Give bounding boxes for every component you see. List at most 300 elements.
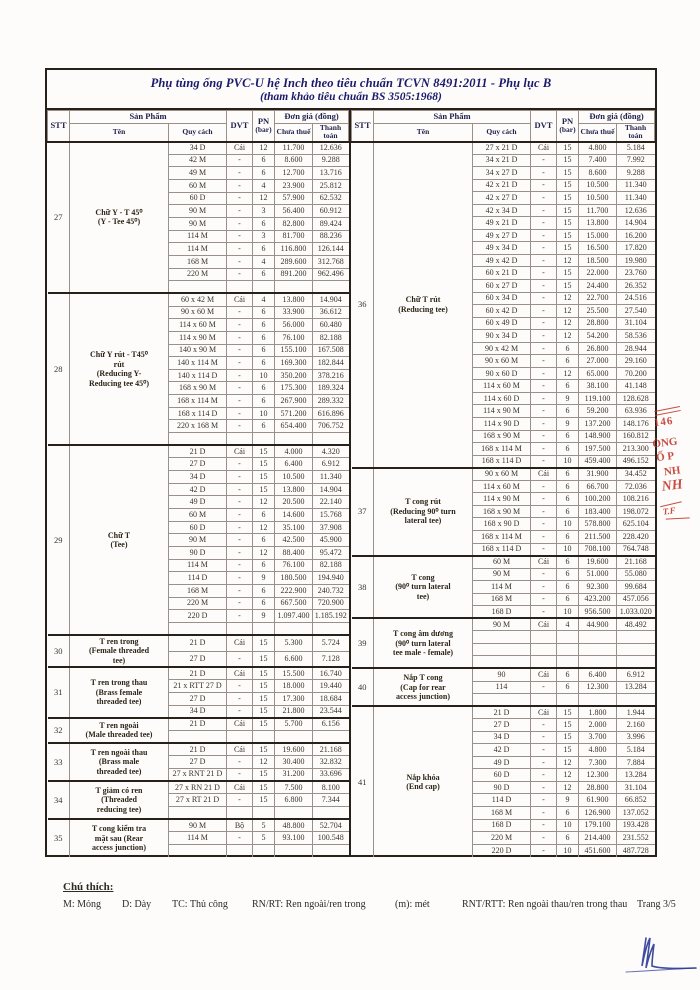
cell-dvt: - — [531, 731, 557, 744]
cell-pn: 10 — [253, 369, 275, 382]
cell-pn: 5 — [253, 832, 275, 845]
cell-dvt: - — [531, 229, 557, 242]
cell-pn — [253, 281, 275, 294]
cell-chua-thue: 44.900 — [579, 618, 617, 631]
cell-pn: 5 — [253, 819, 275, 832]
cell-thanh-toan: 4.320 — [313, 445, 349, 458]
header-san-pham: Sản Phẩm — [374, 111, 531, 124]
cell-quy-cach: 168 D — [473, 819, 531, 832]
cell-dvt: - — [531, 806, 557, 819]
cell-chua-thue: 4.800 — [579, 142, 617, 155]
cell-chua-thue — [275, 730, 313, 743]
header-chua-thue: Chưa thuế — [275, 124, 313, 142]
cell-thanh-toan: 457.056 — [617, 593, 655, 606]
section-number: 27 — [48, 142, 70, 294]
cell-thanh-toan: 21.168 — [313, 743, 349, 756]
cell-quy-cach: 27 D — [169, 458, 227, 471]
cell-thanh-toan: 58.536 — [617, 330, 655, 343]
cell-chua-thue: 16.500 — [579, 242, 617, 255]
table-row — [48, 635, 349, 651]
cell-quy-cach: 90 D — [473, 781, 531, 794]
legend-item: RNT/RTT: Ren ngoài thau/ren trong thau — [462, 899, 628, 910]
section-number: 41 — [352, 706, 374, 857]
cell-chua-thue: 119.100 — [579, 392, 617, 405]
cell-pn: 15 — [557, 744, 579, 757]
cell-pn: 6 — [557, 832, 579, 845]
cell-pn: 6 — [253, 154, 275, 167]
cell-pn: 15 — [253, 651, 275, 667]
cell-pn: 6 — [253, 167, 275, 180]
cell-quy-cach: 114 x 60 M — [473, 380, 531, 393]
section-name: T giảm có ren (Threaded reducing tee) — [70, 781, 169, 819]
cell-thanh-toan: 19.440 — [313, 680, 349, 693]
cell-chua-thue: 6.600 — [275, 651, 313, 667]
cell-chua-thue: 23.900 — [275, 179, 313, 192]
cell-quy-cach: 90 x 60 M — [473, 468, 531, 481]
cell-thanh-toan: 7.992 — [617, 154, 655, 167]
cell-dvt — [227, 806, 253, 819]
table-header-right — [352, 111, 655, 142]
cell-thanh-toan: 128.628 — [617, 392, 655, 405]
section-name: T cong kiểm tra mặt sau (Rear access junction) — [70, 819, 169, 857]
cell-dvt: - — [227, 572, 253, 585]
header-quy-cach: Quy cách — [473, 124, 531, 142]
cell-chua-thue: 1.800 — [579, 706, 617, 719]
cell-chua-thue: 57.900 — [275, 192, 313, 205]
cell-chua-thue: 197.500 — [579, 443, 617, 456]
cell-dvt: - — [227, 217, 253, 230]
cell-chua-thue: 33.900 — [275, 306, 313, 319]
cell-dvt: - — [227, 584, 253, 597]
cell-dvt: Cái — [531, 706, 557, 719]
cell-thanh-toan: 31.104 — [617, 781, 655, 794]
header-dvt: DVT — [531, 111, 557, 142]
cell-quy-cach: 168 M — [473, 806, 531, 819]
cell-chua-thue: 459.400 — [579, 455, 617, 468]
cell-dvt: - — [227, 407, 253, 420]
header-don-gia: Đơn giá (đồng) — [275, 111, 349, 124]
legend-item: (m): mét — [395, 899, 430, 910]
cell-chua-thue: 169.300 — [275, 357, 313, 370]
cell-dvt: - — [227, 357, 253, 370]
cell-quy-cach: 21 D — [169, 718, 227, 731]
cell-pn: 15 — [557, 204, 579, 217]
cell-thanh-toan: 5.184 — [626, 143, 645, 153]
cell-dvt: - — [531, 430, 557, 443]
cell-thanh-toan: 182.844 — [313, 357, 349, 370]
cell-quy-cach: 168 x 114 D — [473, 543, 531, 556]
cell-quy-cach: 114 M — [473, 581, 531, 594]
cell-quy-cach — [169, 281, 227, 294]
cell-thanh-toan: 625.104 — [617, 518, 655, 531]
cell-quy-cach: 90 x 60 M — [473, 355, 531, 368]
cell-pn: 15 — [253, 667, 275, 680]
cell-chua-thue: 54.200 — [579, 330, 617, 343]
cell-dvt — [531, 694, 557, 707]
cell-quy-cach: 90 M — [473, 568, 531, 581]
cell-dvt: - — [227, 230, 253, 243]
cell-pn: 15 — [557, 731, 579, 744]
cell-chua-thue: 12.300 — [579, 769, 617, 782]
cell-thanh-toan: 23.760 — [617, 267, 655, 280]
cell-quy-cach: 114 x 60 D — [473, 392, 531, 405]
cell-quy-cach: 114 M — [169, 243, 227, 256]
cell-quy-cach: 168 x 114 D — [169, 407, 227, 420]
cell-dvt: - — [531, 317, 557, 330]
cell-pn: 12 — [557, 330, 579, 343]
cell-pn: 6 — [253, 597, 275, 610]
cell-quy-cach: 114 x 90 D — [473, 418, 531, 431]
header-thanh-toan: Thanh toán — [617, 124, 655, 142]
cell-chua-thue: 1.097.400 — [275, 610, 313, 623]
cell-chua-thue: 18.000 — [275, 680, 313, 693]
cell-chua-thue: 137.200 — [579, 418, 617, 431]
cell-dvt: - — [531, 530, 557, 543]
cell-quy-cach: 90 — [473, 668, 531, 681]
cell-dvt: - — [531, 794, 557, 807]
cell-pn: 15 — [557, 142, 579, 155]
cell-quy-cach — [169, 844, 227, 857]
cell-pn: 12 — [557, 367, 579, 380]
cell-thanh-toan: 21.168 — [617, 556, 655, 569]
cell-quy-cach: 168 D — [473, 606, 531, 619]
cell-quy-cach — [169, 433, 227, 446]
cell-thanh-toan: 16.200 — [617, 229, 655, 242]
cell-chua-thue: 183.400 — [579, 505, 617, 518]
cell-dvt: - — [531, 405, 557, 418]
cell-dvt: - — [531, 154, 557, 167]
cell-pn: 6 — [253, 395, 275, 408]
cell-pn: 6 — [557, 681, 579, 694]
cell-thanh-toan — [313, 806, 349, 819]
cell-chua-thue: 7.300 — [579, 756, 617, 769]
cell-dvt: - — [531, 719, 557, 732]
cell-quy-cach: 114 M — [169, 559, 227, 572]
cell-pn: 12 — [557, 254, 579, 267]
cell-dvt: - — [227, 597, 253, 610]
cell-chua-thue: 88.400 — [275, 547, 313, 560]
cell-quy-cach: 60 x 27 D — [473, 280, 531, 293]
cell-chua-thue — [275, 622, 313, 635]
table-row — [352, 556, 655, 569]
cell-thanh-toan — [617, 631, 655, 644]
cell-thanh-toan: 7.128 — [313, 651, 349, 667]
cell-thanh-toan: 25.812 — [313, 179, 349, 192]
cell-quy-cach: 168 x 114 M — [169, 395, 227, 408]
cell-thanh-toan: 2.160 — [617, 719, 655, 732]
table-header-left — [48, 111, 349, 142]
cell-pn: 15 — [557, 280, 579, 293]
cell-thanh-toan: 82.188 — [313, 331, 349, 344]
cell-thanh-toan: 26.352 — [617, 280, 655, 293]
cell-thanh-toan: 148.176 — [617, 418, 655, 431]
cell-dvt: - — [227, 255, 253, 268]
cell-thanh-toan: 126.144 — [313, 243, 349, 256]
cell-thanh-toan: 60.480 — [313, 319, 349, 332]
cell-dvt: - — [531, 593, 557, 606]
cell-pn: 9 — [557, 418, 579, 431]
cell-dvt: - — [531, 493, 557, 506]
cell-pn — [557, 631, 579, 644]
cell-thanh-toan: 496.152 — [617, 455, 655, 468]
cell-thanh-toan: 16.740 — [313, 667, 349, 680]
table-row — [48, 718, 349, 731]
section-name: Nắp khóa (End cap) — [374, 706, 473, 857]
stamp-fragment: 146 — [653, 414, 675, 430]
cell-dvt: - — [227, 651, 253, 667]
cell-dvt: - — [531, 267, 557, 280]
section-name: Chữ Y rút - T45⁰ rút (Reducing Y- Reducing tee 45⁰) — [70, 293, 169, 445]
cell-quy-cach: 60 x 42 M — [169, 293, 227, 306]
cell-dvt — [227, 622, 253, 635]
cell-pn: 12 — [557, 781, 579, 794]
cell-chua-thue: 708.100 — [579, 543, 617, 556]
cell-chua-thue: 14.600 — [275, 509, 313, 522]
cell-dvt: - — [227, 768, 253, 781]
cell-dvt: - — [531, 819, 557, 832]
price-table — [45, 68, 657, 857]
cell-chua-thue: 5.700 — [275, 718, 313, 731]
cell-pn: 15 — [557, 217, 579, 230]
cell-pn: 6 — [557, 530, 579, 543]
cell-quy-cach: 49 D — [169, 496, 227, 509]
cell-chua-thue: 175.300 — [275, 382, 313, 395]
cell-pn: 15 — [253, 692, 275, 705]
cell-chua-thue: 38.100 — [579, 380, 617, 393]
cell-pn: 12 — [253, 521, 275, 534]
cell-pn: 6 — [557, 430, 579, 443]
header-san-pham: Sản Phẩm — [70, 111, 227, 124]
header-ten: Tên — [70, 124, 169, 142]
section-number: 35 — [48, 819, 70, 857]
cell-quy-cach: 220 D — [473, 844, 531, 857]
cell-chua-thue: 155.100 — [275, 344, 313, 357]
cell-pn: 15 — [557, 154, 579, 167]
cell-chua-thue: 28.800 — [579, 781, 617, 794]
cell-thanh-toan: 22.140 — [313, 496, 349, 509]
cell-quy-cach — [169, 622, 227, 635]
title-line-1: Phụ tùng ống PVC-U hệ Inch theo tiêu chuẩn TCVN 8491:2011 - Phụ lục B — [150, 75, 552, 90]
cell-dvt: - — [227, 167, 253, 180]
section-number: 39 — [352, 618, 374, 668]
cell-thanh-toan: 198.072 — [617, 505, 655, 518]
cell-dvt: - — [227, 154, 253, 167]
cell-dvt: - — [227, 756, 253, 769]
cell-chua-thue: 82.800 — [275, 217, 313, 230]
cell-pn: 15 — [253, 743, 275, 756]
stamp-fragment: NH — [660, 477, 684, 495]
cell-chua-thue: 214.400 — [579, 832, 617, 845]
cell-thanh-toan — [313, 281, 349, 294]
cell-thanh-toan: 160.812 — [617, 430, 655, 443]
cell-pn: 4 — [253, 293, 275, 306]
cell-pn: 10 — [557, 606, 579, 619]
cell-chua-thue: 2.000 — [579, 719, 617, 732]
cell-thanh-toan: 6.912 — [617, 668, 655, 681]
cell-thanh-toan: 15.768 — [313, 509, 349, 522]
cell-thanh-toan: 6.912 — [313, 458, 349, 471]
cell-pn: 3 — [253, 205, 275, 218]
cell-chua-thue: 22.700 — [579, 292, 617, 305]
section-name: T cong âm dương (90⁰ turn lateral tee male - female) — [374, 618, 473, 668]
cell-pn: 6 — [557, 380, 579, 393]
cell-chua-thue: 13.800 — [579, 217, 617, 230]
cell-dvt: - — [227, 420, 253, 433]
cell-quy-cach — [473, 694, 531, 707]
cell-thanh-toan: 52.704 — [313, 819, 349, 832]
cell-quy-cach: 114 x 90 M — [473, 493, 531, 506]
cell-thanh-toan: 41.148 — [617, 380, 655, 393]
cell-thanh-toan: 9.288 — [313, 154, 349, 167]
cell-pn: 6 — [253, 584, 275, 597]
cell-chua-thue: 51.000 — [579, 568, 617, 581]
cell-thanh-toan: 88.236 — [313, 230, 349, 243]
cell-dvt: - — [227, 344, 253, 357]
cell-thanh-toan: 6.156 — [313, 718, 349, 731]
cell-dvt: - — [531, 581, 557, 594]
cell-dvt: - — [531, 167, 557, 180]
cell-quy-cach: 168 x 90 D — [473, 518, 531, 531]
cell-thanh-toan — [313, 844, 349, 857]
cell-pn: 6 — [557, 581, 579, 594]
cell-pn: 6 — [253, 331, 275, 344]
cell-dvt: - — [227, 205, 253, 218]
cell-thanh-toan: 28.944 — [617, 342, 655, 355]
cell-chua-thue: 25.500 — [579, 305, 617, 318]
cell-chua-thue: 7.500 — [275, 781, 313, 794]
cell-chua-thue: 12.300 — [579, 681, 617, 694]
cell-dvt — [531, 631, 557, 644]
header-chua-thue: Chưa thuế — [579, 124, 617, 142]
cell-quy-cach: 140 x 114 D — [169, 369, 227, 382]
cell-quy-cach: 60 M — [169, 509, 227, 522]
cell-dvt — [227, 281, 253, 294]
cell-dvt: - — [227, 483, 253, 496]
cell-chua-thue: 66.700 — [579, 480, 617, 493]
cell-quy-cach: 21 D — [473, 706, 531, 719]
cell-thanh-toan: 7.884 — [617, 756, 655, 769]
cell-thanh-toan: 70.200 — [617, 367, 655, 380]
cell-pn — [557, 656, 579, 669]
cell-thanh-toan: 27.540 — [617, 305, 655, 318]
cell-dvt: - — [531, 392, 557, 405]
section-number: 31 — [48, 667, 70, 718]
cell-pn: 9 — [253, 610, 275, 623]
cell-thanh-toan: 487.728 — [617, 844, 655, 857]
cell-thanh-toan — [617, 643, 655, 656]
cell-thanh-toan: 14.904 — [617, 217, 655, 230]
cell-chua-thue: 30.400 — [275, 756, 313, 769]
cell-chua-thue: 76.100 — [275, 559, 313, 572]
cell-dvt: - — [531, 505, 557, 518]
cell-chua-thue: 18.500 — [579, 254, 617, 267]
cell-dvt: - — [531, 756, 557, 769]
section-name: T cong (90⁰ turn lateral tee) — [374, 556, 473, 619]
table-body-right — [352, 142, 655, 858]
cell-pn — [557, 694, 579, 707]
cell-chua-thue: 222.900 — [275, 584, 313, 597]
cell-dvt — [227, 844, 253, 857]
cell-thanh-toan: 228.420 — [617, 530, 655, 543]
cell-pn: 6 — [557, 568, 579, 581]
cell-dvt: Cái — [227, 718, 253, 731]
cell-quy-cach: 21 D — [169, 667, 227, 680]
cell-thanh-toan: 962.496 — [313, 268, 349, 281]
cell-chua-thue: 6.400 — [579, 668, 617, 681]
cell-quy-cach: 42 M — [169, 154, 227, 167]
cell-thanh-toan: 231.552 — [617, 832, 655, 845]
cell-chua-thue: 61.900 — [579, 794, 617, 807]
cell-dvt: Cái — [227, 142, 253, 155]
cell-chua-thue: 17.300 — [275, 692, 313, 705]
cell-thanh-toan: 12.636 — [617, 204, 655, 217]
cell-thanh-toan: 72.036 — [617, 480, 655, 493]
cell-dvt: - — [531, 179, 557, 192]
cell-quy-cach: 140 x 114 M — [169, 357, 227, 370]
cell-pn: 6 — [557, 556, 579, 569]
cell-thanh-toan: 706.752 — [313, 420, 349, 433]
cell-pn: 6 — [557, 443, 579, 456]
cell-thanh-toan: 378.216 — [313, 369, 349, 382]
cell-quy-cach: 34 x 21 D — [473, 154, 531, 167]
section-name: T ren ngoài (Male threaded tee) — [70, 718, 169, 743]
cell-chua-thue: 93.100 — [275, 832, 313, 845]
cell-thanh-toan: 5.724 — [313, 635, 349, 651]
cell-dvt: - — [531, 192, 557, 205]
cell-chua-thue: 81.700 — [275, 230, 313, 243]
legend-item: TC: Thủ công — [172, 899, 228, 910]
cell-thanh-toan: 8.100 — [313, 781, 349, 794]
cell-chua-thue: 267.900 — [275, 395, 313, 408]
cell-dvt: - — [227, 395, 253, 408]
cell-thanh-toan: 720.900 — [313, 597, 349, 610]
cell-pn — [253, 622, 275, 635]
cell-chua-thue: 571.200 — [275, 407, 313, 420]
cell-quy-cach: 168 x 114 M — [473, 530, 531, 543]
cell-pn: 6 — [557, 342, 579, 355]
cell-pn: 6 — [253, 217, 275, 230]
cell-dvt: - — [227, 610, 253, 623]
cell-thanh-toan: 213.300 — [617, 443, 655, 456]
cell-thanh-toan: 1.185.192 — [313, 610, 349, 623]
table-row — [48, 743, 349, 756]
cell-thanh-toan: 33.696 — [313, 768, 349, 781]
cell-quy-cach: 114 — [473, 681, 531, 694]
cell-pn: 15 — [253, 680, 275, 693]
cell-thanh-toan: 764.748 — [617, 543, 655, 556]
cell-thanh-toan: 11.340 — [617, 179, 655, 192]
section-number: 37 — [352, 468, 374, 556]
cell-quy-cach: 114 x 90 M — [473, 405, 531, 418]
cell-chua-thue: 10.500 — [579, 192, 617, 205]
cell-chua-thue: 126.900 — [579, 806, 617, 819]
cell-dvt: Bộ — [227, 819, 253, 832]
cell-pn: 6 — [253, 268, 275, 281]
stamp-fragment: T.F — [662, 505, 677, 517]
cell-chua-thue: 179.100 — [579, 819, 617, 832]
cell-dvt: - — [531, 518, 557, 531]
cell-chua-thue: 6.400 — [275, 458, 313, 471]
cell-quy-cach: 140 x 90 M — [169, 344, 227, 357]
cell-thanh-toan: 19.980 — [617, 254, 655, 267]
cell-dvt: - — [227, 382, 253, 395]
cell-dvt: - — [531, 217, 557, 230]
cell-pn: 9 — [557, 794, 579, 807]
cell-thanh-toan: 12.636 — [319, 143, 342, 153]
cell-quy-cach: 90 M — [169, 217, 227, 230]
table-row — [352, 618, 655, 631]
cell-pn: 6 — [253, 534, 275, 547]
